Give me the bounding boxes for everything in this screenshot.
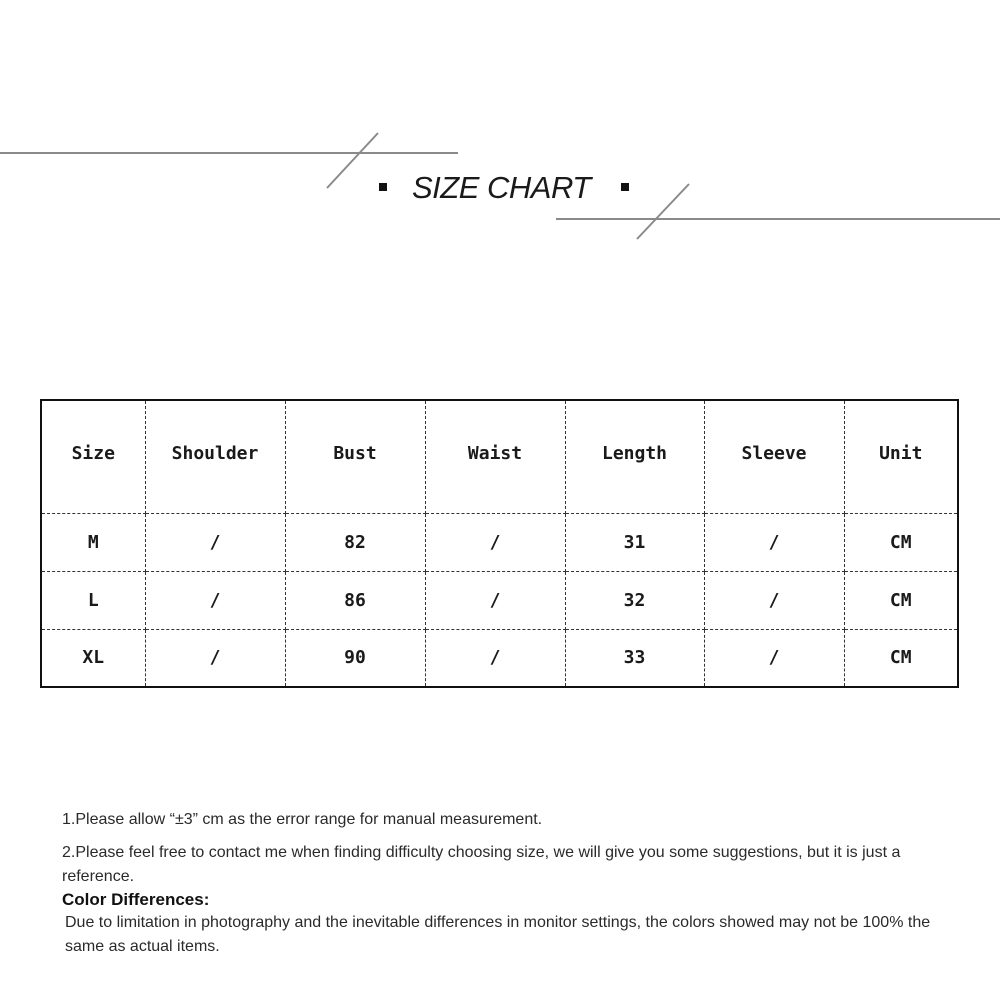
top-left-slash bbox=[327, 133, 378, 188]
cell-bust: 82 bbox=[285, 513, 425, 571]
table-row bbox=[41, 629, 958, 687]
header-shoulder: Shoulder bbox=[145, 400, 285, 513]
header-sleeve: Sleeve bbox=[704, 400, 844, 513]
header-bust: Bust bbox=[285, 400, 425, 513]
cell-sleeve: / bbox=[704, 571, 844, 629]
header-length: Length bbox=[565, 400, 704, 513]
header-decoration bbox=[0, 0, 1000, 300]
cell-unit: CM bbox=[844, 571, 958, 629]
title-bullet-right bbox=[621, 183, 629, 191]
cell-sleeve: / bbox=[704, 513, 844, 571]
header-size: Size bbox=[41, 400, 145, 513]
notes-section bbox=[62, 808, 942, 959]
cell-waist: / bbox=[425, 629, 565, 687]
cell-length: 33 bbox=[565, 629, 704, 687]
cell-bust: 90 bbox=[285, 629, 425, 687]
cell-waist: / bbox=[425, 513, 565, 571]
table-row bbox=[41, 513, 958, 571]
note-measurement-error: 1.Please allow “±3” cm as the error range for manual measurement. bbox=[62, 811, 543, 828]
cell-length: 31 bbox=[565, 513, 704, 571]
cell-shoulder: / bbox=[145, 629, 285, 687]
cell-bust: 86 bbox=[285, 571, 425, 629]
cell-waist: / bbox=[425, 571, 565, 629]
color-differences-heading: Color Differences: bbox=[62, 890, 210, 909]
header-waist: Waist bbox=[425, 400, 565, 513]
cell-unit: CM bbox=[844, 513, 958, 571]
note-contact: 2.Please feel free to contact me when finding difficulty choosing size, we will give you some suggestions, but it is just a reference. bbox=[62, 844, 901, 885]
cell-size: L bbox=[41, 571, 145, 629]
table-row bbox=[41, 571, 958, 629]
cell-shoulder: / bbox=[145, 513, 285, 571]
table-header-row bbox=[41, 400, 958, 513]
cell-length: 32 bbox=[565, 571, 704, 629]
top-right-slash bbox=[637, 184, 689, 239]
cell-size: XL bbox=[41, 629, 145, 687]
cell-shoulder: / bbox=[145, 571, 285, 629]
color-differences-text: Due to limitation in photography and the inevitable differences in monitor settings, the colors showed may not be 100% the same as actual items. bbox=[65, 914, 931, 955]
header-unit: Unit bbox=[844, 400, 958, 513]
title-bullet-left bbox=[379, 183, 387, 191]
page-title: SIZE CHART bbox=[412, 170, 591, 205]
cell-size: M bbox=[41, 513, 145, 571]
size-table bbox=[40, 399, 959, 688]
cell-sleeve: / bbox=[704, 629, 844, 687]
cell-unit: CM bbox=[844, 629, 958, 687]
